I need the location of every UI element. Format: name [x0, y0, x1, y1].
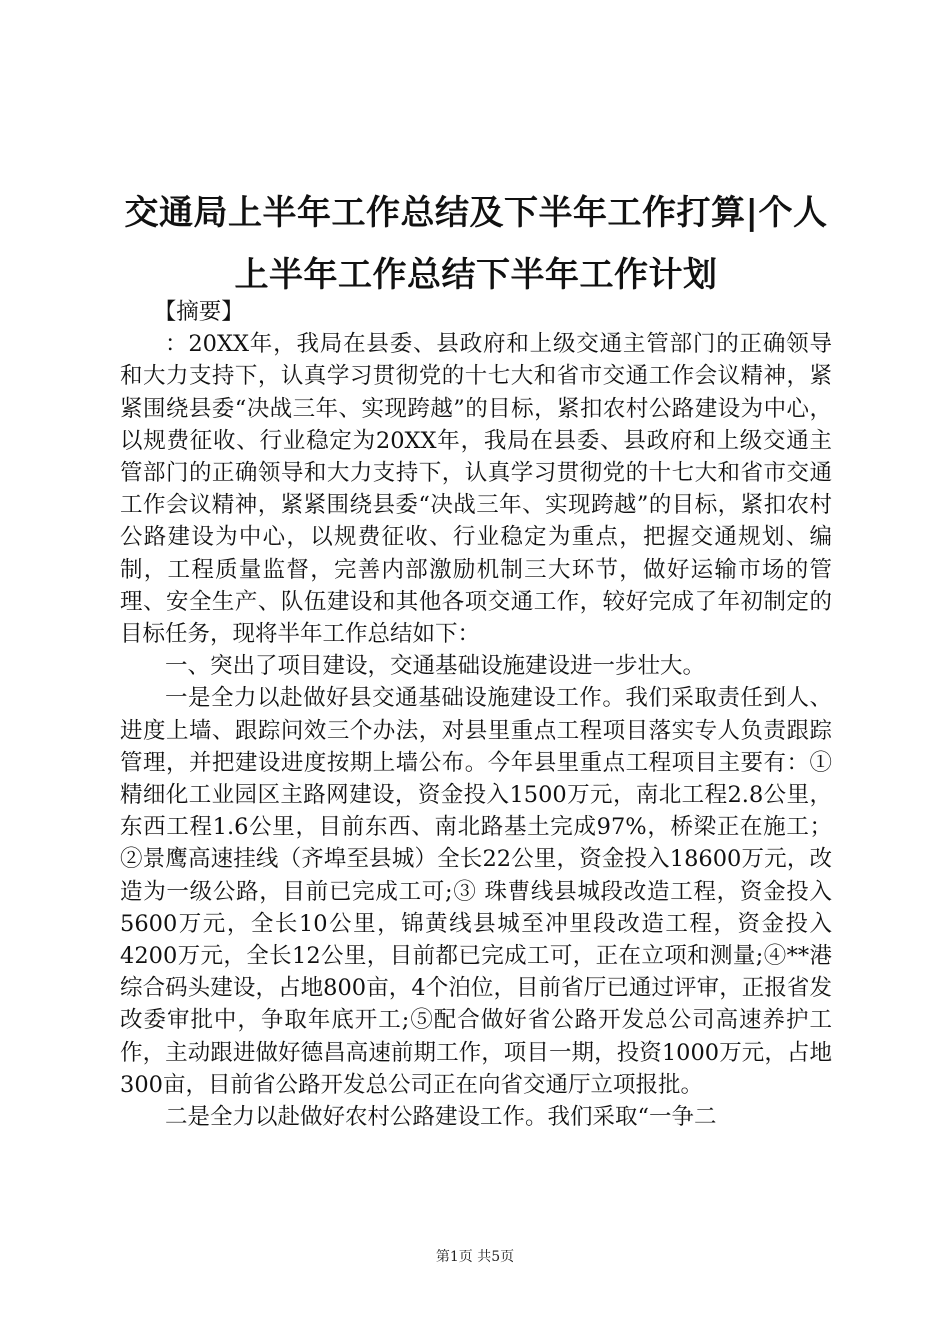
section-heading-1: 一、突出了项目建设，交通基础设施建设进一步壮大。 — [165, 653, 706, 680]
body-paragraph-rural-roads: 二是全力以赴做好农村公路建设工作。我们采取“一争二 — [165, 1104, 717, 1131]
body-paragraph-infrastructure: 一是全力以赴做好县交通基础设施建设工作。我们采取责任到人、进度上墙、跟踪问效三个办法，对县里重点工程项目落实专人负责跟踪管理，并把建设进度按期上墙公布。今年县里重点工程项目主要有：①精细化工业园区主路网建设，资金投入1500万元，南北工程2.8公里，东西工程1.6公里，目前东西、南北路基土完成97%，桥梁正在施工；②景鹰高速挂线（齐埠至县城）全长22公里，资金投入18600万元，改造为一级公路，目前已完成工可;③ 珠曹线县城段改造工程，资金投入5600万元，全长10公里，锦黄线县城至冲里段改造工程，资金投入4200万元，全长12公里，目前都已完成工可，正在立项和测量;④**港综合码头建设，占地800亩，4个泊位，目前省厅已通过评审，正报省发改委审批中，争取年底开工;⑤配合做好省公路开发总公司高速养护工作，主动跟进做好德昌高速前期工作，项目一期，投资1000万元，占地300亩，目前省公路开发总公司正在向省交通厅立项报批。 — [120, 685, 832, 1098]
body-paragraph-intro: ：20XX年，我局在县委、县政府和上级交通主管部门的正确领导和大力支持下，认真学习贯彻党的十七大和省市交通工作会议精神，紧紧围绕县委“决战三年、实现跨越”的目标，紧扣农村公路建设为中心，以规费征收、行业稳定为20XX年，我局在县委、县政府和上级交通主管部门的正确领导和大力支持下，认真学习贯彻党的十七大和省市交通工作会议精神，紧紧围绕县委“决战三年、实现跨越”的目标，紧扣农村公路建设为中心，以规费征收、行业稳定为重点，把握交通规划、编制，工程质量监督，完善内部激励机制三大环节，做好运输市场的管理、安全生产、队伍建设和其他各项交通工作，较好完成了年初制定的目标任务，现将半年工作总结如下： — [120, 331, 832, 648]
document-title: 交通局上半年工作总结及下半年工作打算|个人上半年工作总结下半年工作计划 — [124, 193, 828, 295]
page-footer: 第1页 共5页 — [435, 1249, 515, 1265]
abstract-label: 【摘要】 — [153, 299, 244, 325]
document-body — [120, 296, 832, 1133]
